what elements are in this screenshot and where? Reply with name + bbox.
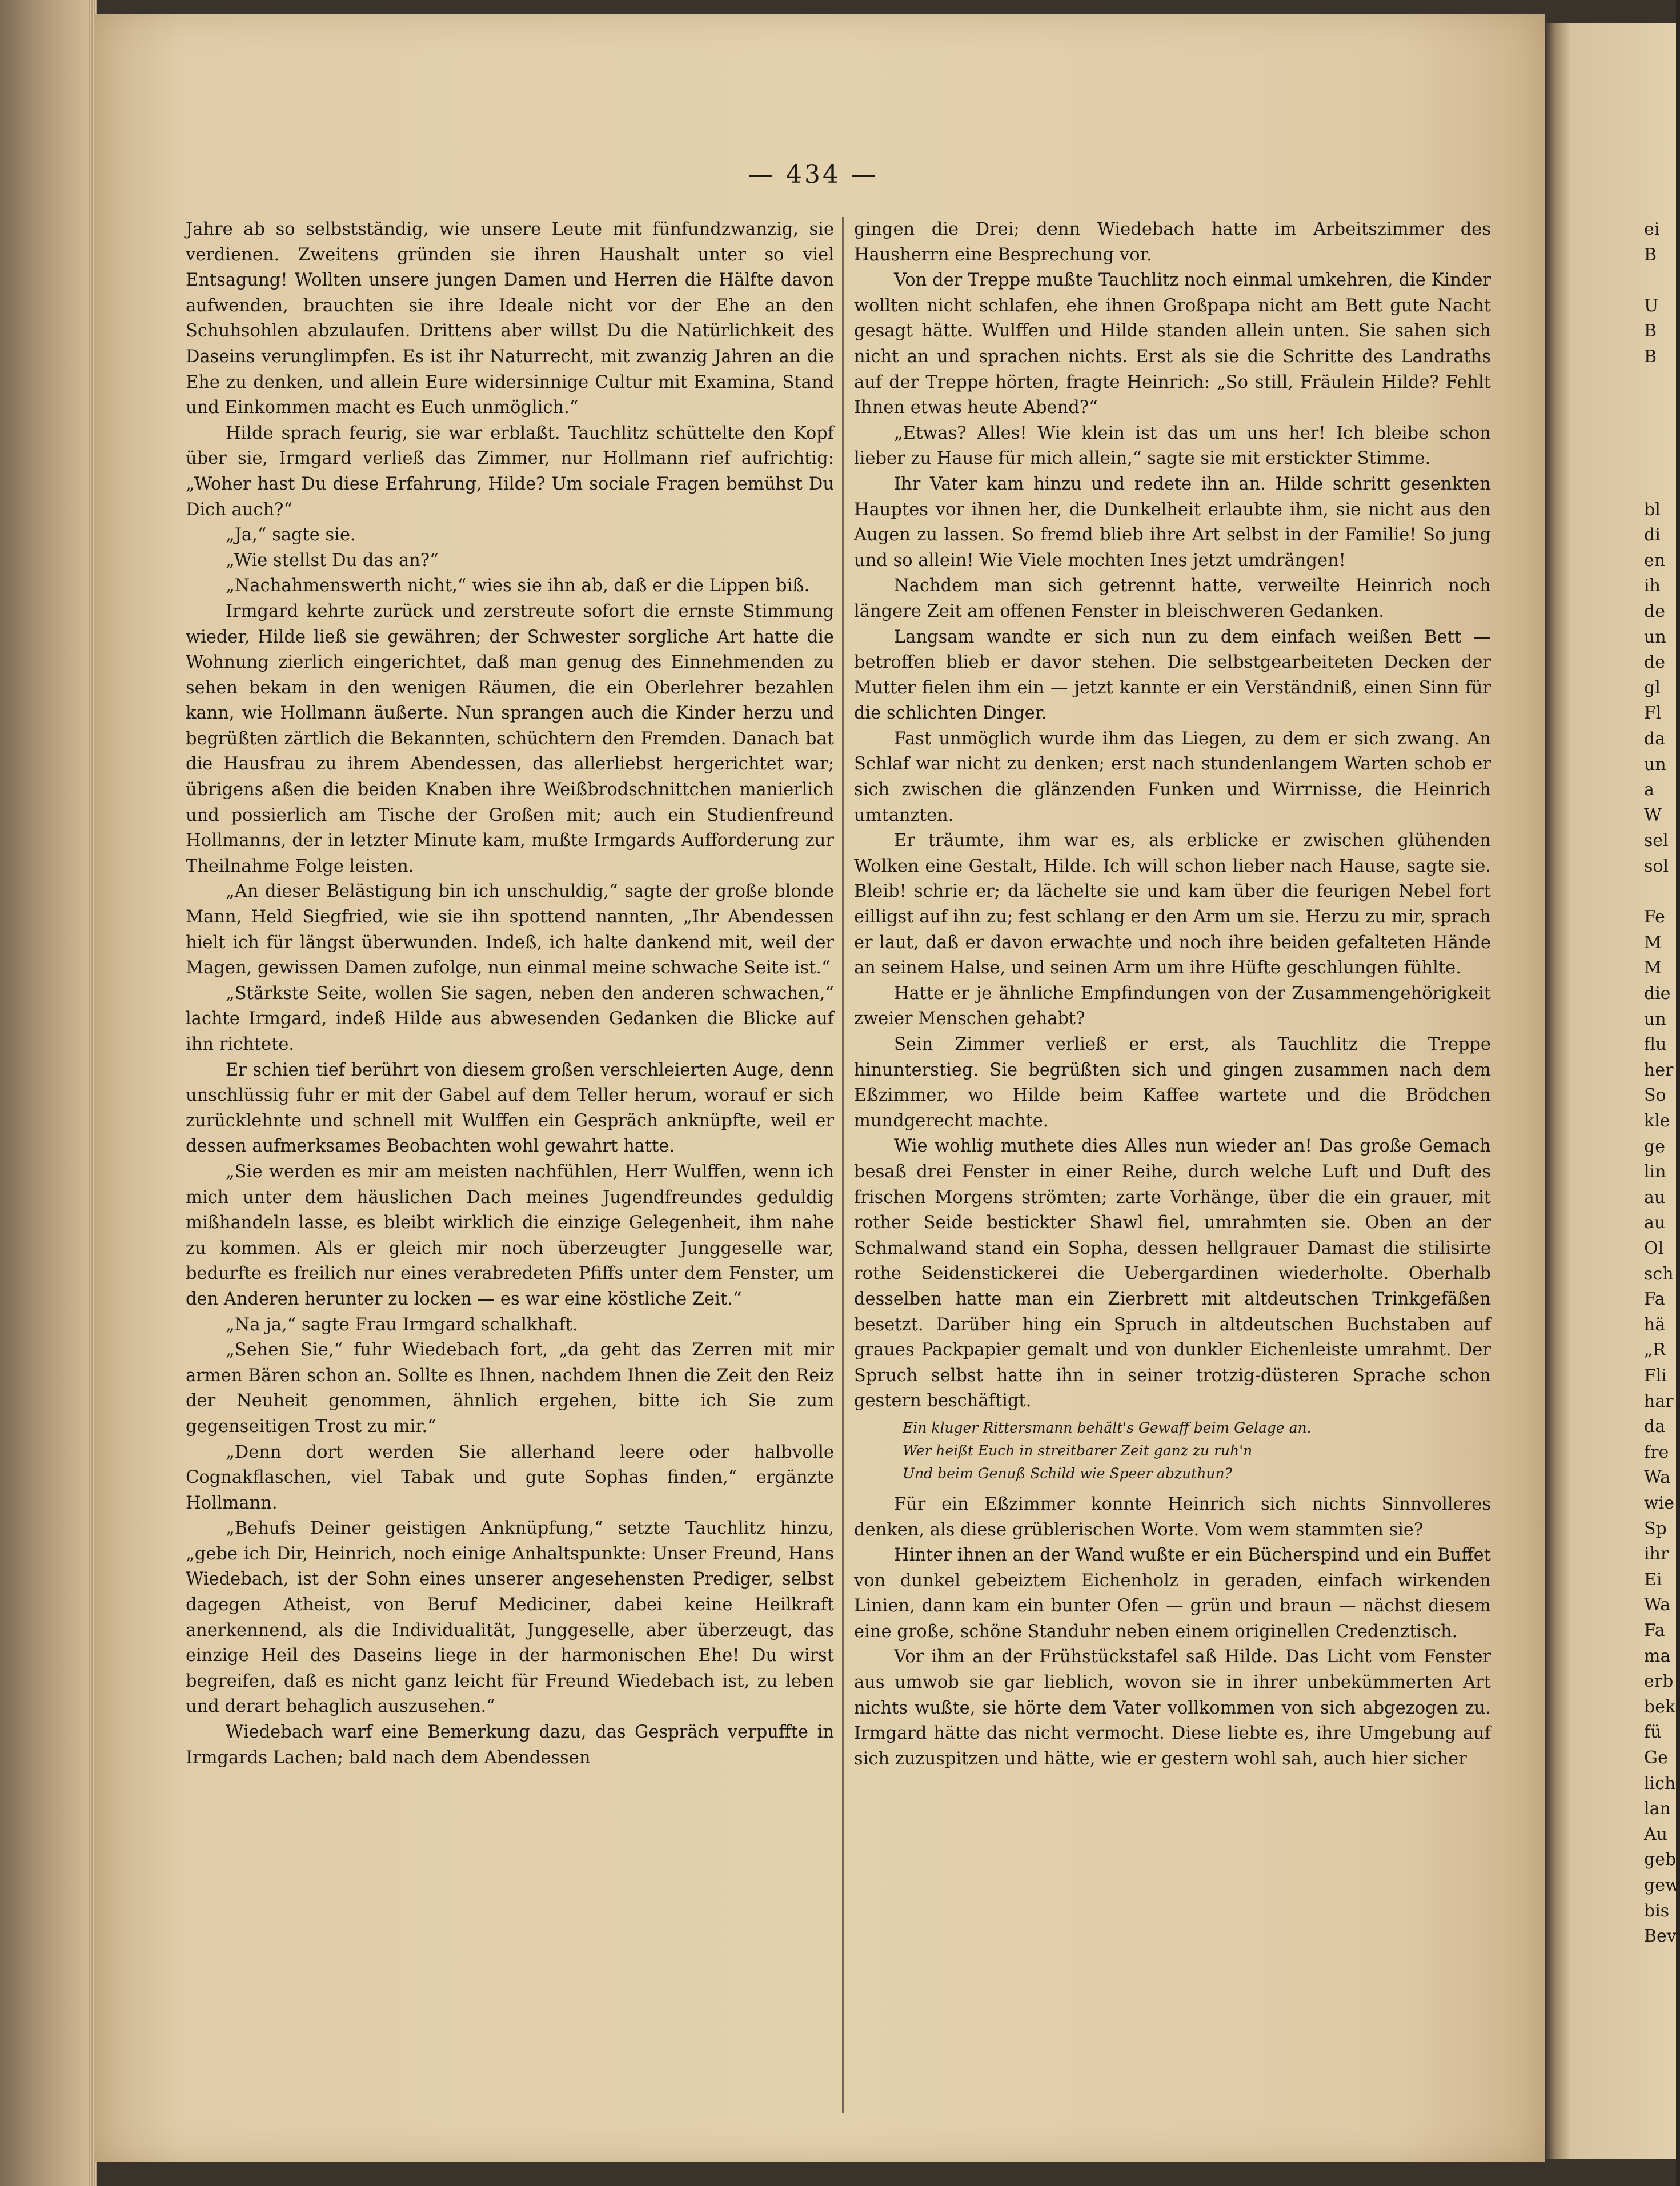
edge-fragment: un (1644, 627, 1666, 647)
paragraph: „Sehen Sie,“ fuhr Wiedebach fort, „da geht das Zerren mit mir armen Bären schon an. Sollte es Ihnen, nachdem Ihnen die Zeit den Reiz der Neuheit genommen, ähnlich ergehen, bitte ich Sie zum gegenseitigen Trost zu mir.“ (186, 1340, 834, 1437)
edge-fragment: sch (1644, 1264, 1674, 1284)
edge-fragment: B (1644, 321, 1657, 342)
edge-fragment: lan (1644, 1799, 1671, 1819)
column-divider (842, 217, 844, 2113)
edge-fragment: da (1644, 729, 1666, 749)
paragraph: Von der Treppe mußte Tauchlitz noch einmal umkehren, die Kinder wollten nicht schlafen, ehe ihnen Großpapa nicht am Bett gute Nacht gesagt hätte. Wulffen und Hilde standen allein unten. Sie sahen sich nicht an und sprachen nichts. Erst als sie die Schritte des Landraths auf der Treppe hörten, fragte Heinrich: „So still, Fräulein Hilde? Fehlt Ihnen etwas heute Abend?“ (854, 270, 1491, 418)
edge-fragment: M (1644, 932, 1662, 953)
edge-fragment: die (1644, 984, 1671, 1004)
edge-fragment: B (1644, 347, 1657, 367)
edge-fragment: gew (1644, 1875, 1680, 1895)
edge-fragment: Au (1644, 1824, 1667, 1844)
edge-fragment: Wa (1644, 1467, 1671, 1488)
verse-line: Wer heißt Euch in streitbarer Zeit ganz zu ruh'n (903, 1442, 1253, 1459)
edge-fragment: her (1644, 1060, 1674, 1080)
verse-line: Ein kluger Rittersmann behält's Gewaff beim Gelage an. (903, 1419, 1312, 1436)
edge-fragment: da (1644, 1417, 1666, 1437)
wall-inscription-verse (854, 1417, 1491, 1485)
paragraph: „Behufs Deiner geistigen Anknüpfung,“ setzte Tauchlitz hinzu, „gebe ich Dir, Heinrich, noch einige Anhaltspunkte: Unser Freund, Hans Wiedebach, ist der Sohn eines unserer angesehensten Prediger, selbst dagegen Atheist, von Beruf Mediciner, dabei keine Heilkraft anerkennend, als die Individualität, Junggeselle, aber überzeugt, das einzige Heil des Daseins liege in der harmonischen Ehe! Du wirst begreifen, daß es nicht ganz leicht für Freund Wiedebach ist, zu leben und derart behaglich auszusehen.“ (186, 1518, 834, 1717)
paragraph: „Wie stellst Du das an?“ (226, 550, 439, 571)
edge-fragment: bis (1644, 1900, 1670, 1921)
edge-fragment: ma (1644, 1646, 1671, 1666)
edge-fragment: Fe (1644, 907, 1665, 928)
paragraph: Hilde sprach feurig, sie war erblaßt. Tauchlitz schüttelte den Kopf über sie, Irmgard verließ das Zimmer, nur Hollmann rief aufrichtig: „Woher hast Du diese Erfahrung, Hilde? Um sociale Fragen bemühst Du Dich auch?“ (186, 423, 834, 520)
edge-fragment: ge (1644, 1136, 1665, 1157)
edge-fragment: a (1644, 780, 1654, 800)
paragraph: „Etwas? Alles! Wie klein ist das um uns her! Ich bleibe schon lieber zu Hause für mich allein,“ sagte sie mit erstickter Stimme. (854, 423, 1491, 469)
paragraph: Wie wohlig muthete dies Alles nun wieder an! Das große Gemach besaß drei Fenster in einer Reihe, durch welche Luft und Duft des frischen Morgens strömten; zarte Vorhänge, über die ein grauer, mit rother Seide bestickter Shawl fiel, umrahmten sie. Oben an der Schmalwand stand ein Sopha, dessen hellgrauer Damast die stilisirte rothe Seidenstickerei die Uebergardinen wiederholte. Oberhalb desselben hatte man ein Zierbrett mit altdeutschen Trinkgefäßen besetzt. Darüber hing ein Spruch in altdeutschen Buchstaben auf graues Packpapier gemalt und von dunkler Eichenleiste umrahmt. Der Spruch selbst hatte ihn in seiner trotzig-düsteren Sprache schon gestern beschäftigt. (854, 1136, 1491, 1411)
edge-fragment: geb (1644, 1850, 1677, 1870)
paragraph: gingen die Drei; denn Wiedebach hatte im Arbeitszimmer des Hausherrn eine Besprechung vor. (854, 219, 1491, 265)
edge-fragment: Ol (1644, 1238, 1664, 1258)
edge-fragment: Sp (1644, 1518, 1667, 1539)
paragraph: Sein Zimmer verließ er erst, als Tauchlitz die Treppe hinunterstieg. Sie begrüßten sich und gingen zusammen nach dem Eßzimmer, wo Hilde beim Kaffee wartete und die Brödchen mundgerecht machte. (854, 1034, 1491, 1131)
edge-fragment: sel (1644, 831, 1669, 851)
paragraph: Nachdem man sich getrennt hatte, verweilte Heinrich noch längere Zeit am offenen Fenster in bleischweren Gedanken. (854, 576, 1491, 621)
edge-fragment: Fa (1644, 1289, 1665, 1310)
edge-fragment: kle (1644, 1111, 1670, 1131)
book-left-edge (0, 0, 97, 2186)
paragraph: Er schien tief berührt von diesem großen verschleierten Auge, denn unschlüssig fuhr er mit der Gabel auf dem Teller herum, worauf er sich zurücklehnte und schnell mit Wulffen ein Gespräch anknüpfte, weil er dessen aufmerksames Beobachten wohl gewahrt hatte. (186, 1060, 834, 1157)
edge-fragment: de (1644, 601, 1665, 621)
paragraph: „Sie werden es mir am meisten nachfühlen, Herr Wulffen, wenn ich mich unter dem häuslichen Dach meines Jugendfreundes geduldig mißhandeln lasse, es bleibt wirklich die einzige Gelegenheit, ihm nahe zu kommen. Als er gleich mir noch überzeugter Junggeselle war, bedurfte es freilich nur eines verabredeten Pfiffs unter dem Fenster, um den Anderen herunter zu locken — es war eine köstliche Zeit.“ (186, 1161, 834, 1309)
edge-fragment: erb (1644, 1671, 1674, 1692)
paragraph: Vor ihm an der Frühstückstafel saß Hilde. Das Licht vom Fenster aus umwob sie gar lieblich, wovon sie in ihrer unbekümmerten Art nichts wußte, sie hörte dem Vater vollkommen von sich abgezogen zu. Irmgard hätte das nicht vermocht. Diese liebte es, ihre Umgebung auf sich zuzuspitzen und hätte, wie er gestern wohl sah, auch hier sicher (854, 1647, 1491, 1769)
edge-fragment: M (1644, 958, 1662, 978)
paragraph: Er träumte, ihm war es, als erblicke er zwischen glühenden Wolken eine Gestalt, Hilde. Ich will schon lieber nach Hause, sagte sie. Bleib! schrie er; da lächelte sie und kam über die feurigen Nebel fort eilligst auf ihn zu; fest schlang er den Arm um sie. Herzu zu mir, sprach er laut, daß er davon erwachte und noch ihre beiden gefalteten Hände an seinem Halse, und seinen Arm um ihre Hüfte geschlungen fühlte. (854, 831, 1491, 978)
edge-fragment: bl (1644, 499, 1661, 520)
edge-fragment: So (1644, 1085, 1666, 1106)
paragraph: „An dieser Belästigung bin ich unschuldig,“ sagte der große blonde Mann, Held Siegfried, wie sie ihn spottend nannten, „Ihr Abendessen hielt ich für längst überwunden. Indeß, ich halte dankend mit, weil der Magen, gewissen Damen zufolge, nun einmal meine schwache Seite ist.“ (186, 881, 834, 978)
edge-fragment: flu (1644, 1034, 1667, 1055)
edge-fragment: de (1644, 652, 1665, 673)
edge-fragment: Ei (1644, 1569, 1662, 1590)
paragraph: Hinter ihnen an der Wand wußte er ein Bücherspind und ein Buffet von dunkel gebeiztem Eichenholz in geraden, einfach wirkenden Linien, dann kam ein bunter Ofen — grün und braun — nächst diesem eine große, schöne Standuhr neben einem originellen Credenztisch. (854, 1545, 1491, 1642)
edge-fragment: un (1644, 754, 1666, 775)
paragraph: Langsam wandte er sich nun zu dem einfach weißen Bett — betroffen blieb er davor stehen. Die selbstgearbeiteten Decken der Mutter fielen ihm ein — jetzt kannte er ein Verständniß, einen Sinn für die schlichten Dinger. (854, 627, 1491, 724)
edge-fragment: U (1644, 295, 1659, 316)
edge-fragment: au (1644, 1187, 1666, 1208)
edge-fragment: har (1644, 1391, 1674, 1411)
edge-fragment: ihr (1644, 1544, 1669, 1565)
paragraph: Jahre ab so selbstständig, wie unsere Leute mit fünfundzwanzig, sie verdienen. Zweitens gründen sie ihren Haushalt unter so viel Entsagung! Wollten unsere jungen Damen und Herren die Hälfte davon aufwenden, brauchten sie ihre Ideale nicht vor der Ehe an den Schuhsohlen abzulaufen. Drittens aber willst Du die Natürlichkeit des Daseins verunglimpfen. Es ist ihr Naturrecht, mit zwanzig Jahren an die Ehe zu denken, und allein Eure widersinnige Cultur mit Examina, Stand und Einkommen macht es Euch unmöglich.“ (186, 219, 834, 418)
edge-fragment: lich (1644, 1773, 1676, 1794)
edge-fragment: Fl (1644, 703, 1662, 724)
paragraph: „Ja,“ sagte sie. (226, 525, 356, 546)
edge-fragment: sol (1644, 856, 1669, 876)
edge-fragment: Fa (1644, 1621, 1665, 1640)
paragraph: Fast unmöglich wurde ihm das Liegen, zu dem er sich zwang. An Schlaf war nicht zu denken; erst nach stundenlangem Warten schob er sich zwischen die glänzenden Funken und Wirrnisse, die Heinrich umtanzten. (854, 728, 1491, 825)
edge-fragment: ih (1644, 576, 1661, 596)
edge-fragment: Fli (1644, 1366, 1667, 1386)
edge-fragment: Bev (1644, 1926, 1677, 1947)
edge-fragment: en (1644, 550, 1666, 571)
paragraph: Für ein Eßzimmer konnte Heinrich sich nichts Sinnvolleres denken, als diese grüblerischen Worte. Vom wem stammten sie? (854, 1494, 1491, 1540)
edge-fragment: ei (1644, 219, 1660, 239)
edge-fragment: di (1644, 525, 1661, 546)
edge-fragment: fü (1644, 1722, 1662, 1743)
edge-fragment: hä (1644, 1314, 1666, 1335)
edge-fragment: gl (1644, 677, 1661, 698)
right-text-column (854, 217, 1491, 1772)
edge-fragment: W (1644, 805, 1662, 825)
paragraph: „Nachahmenswerth nicht,“ wies sie ihn ab, daß er die Lippen biß. (226, 576, 810, 596)
left-text-column (186, 217, 834, 1771)
paragraph: „Stärkste Seite, wollen Sie sagen, neben den anderen schwachen,“ lachte Irmgard, indeß Hilde aus abwesenden Gedanken die Blicke auf ihn richtete. (186, 983, 834, 1054)
edge-fragment: Wa (1644, 1595, 1671, 1615)
paragraph: Hatte er je ähnliche Empfindungen von der Zusammengehörigkeit zweier Menschen gehabt? (854, 983, 1491, 1029)
edge-fragment: un (1644, 1009, 1666, 1029)
edge-fragment: „R (1644, 1340, 1666, 1361)
paragraph: „Denn dort werden Sie allerhand leere oder halbvolle Cognakflaschen, viel Tabak und gute Sophas finden,“ ergänzte Hollmann. (186, 1442, 834, 1513)
paragraph: Wiedebach warf eine Bemerkung dazu, das Gespräch verpuffte in Irmgards Lachen; bald nach dem Abendessen (186, 1722, 834, 1768)
paragraph: „Na ja,“ sagte Frau Irmgard schalkhaft. (226, 1314, 578, 1335)
paragraph: Irmgard kehrte zurück und zerstreute sofort die ernste Stimmung wieder, Hilde ließ sie gewähren; der Schwester sorgliche Art hatte die Wohnung zierlich eingerichtet, daß man genug des Einnehmenden zu sehen bekam in den wenigen Räumen, die ein Oberlehrer bezahlen kann, wie Hollmann äußerte. Nun sprangen auch die Kinder herzu und begrüßten zärtlich die Bekannten, schüchtern den Fremden. Danach bat die Hausfrau zu ihrem Abendessen, das allerliebst hergerichtet war; übrigens aßen die beiden Knaben ihre Weißbrodschnittchen manierlich und possierlich am Tische der Großen mit; auch ein Studienfreund Hollmanns, der in letzter Minute kam, mußte Irmgards Aufforderung zur Theilnahme Folge leisten. (186, 601, 834, 876)
edge-fragment: bek (1644, 1696, 1676, 1717)
verse-line: Und beim Genuß Schild wie Speer abzuthun? (903, 1465, 1233, 1482)
paragraph: Ihr Vater kam hinzu und redete ihn an. Hilde schritt gesenkten Hauptes vor ihnen her, die Dunkelheit erlaubte ihm, sie nicht aus den Augen zu lassen. So fremd blieb ihre Art selbst in der Familie! So jung und so allein! Wie Viele mochten Ines jetzt umdrängen! (854, 474, 1491, 571)
edge-fragment: lin (1644, 1162, 1666, 1182)
edge-fragment: fre (1644, 1442, 1669, 1462)
edge-fragment: wie (1644, 1493, 1675, 1513)
edge-fragment: Ge (1644, 1748, 1668, 1768)
page-number: — 434 — (748, 160, 879, 189)
edge-fragment: B (1644, 244, 1657, 265)
edge-fragment: au (1644, 1213, 1666, 1233)
